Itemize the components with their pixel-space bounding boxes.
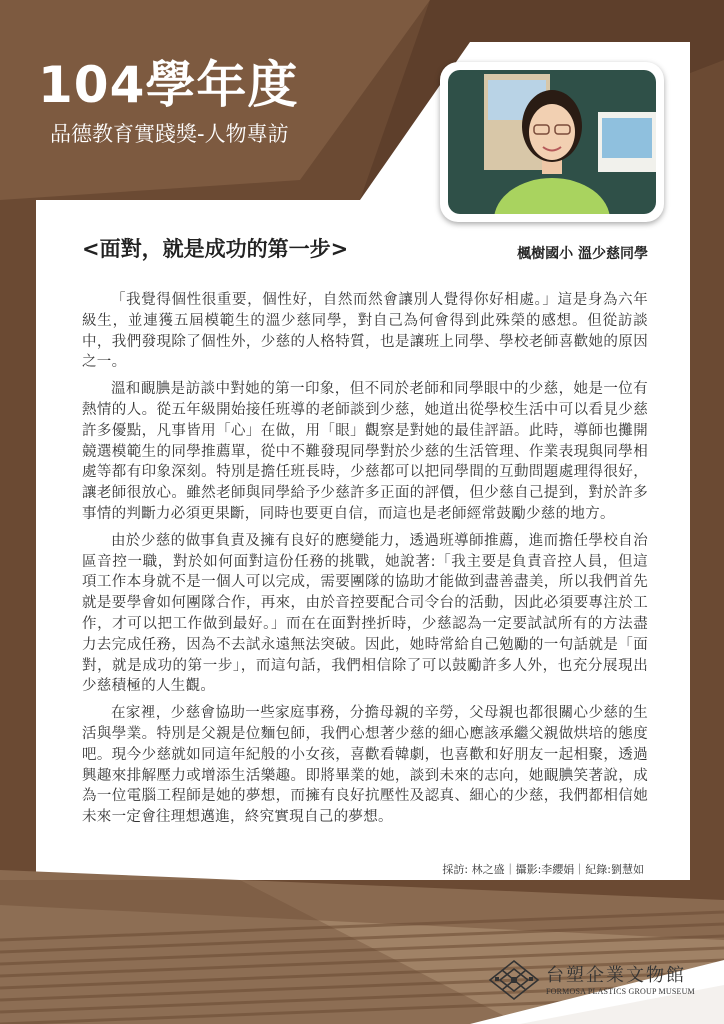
museum-name-chinese: 台塑企業文物館 <box>546 965 686 986</box>
article-paragraph-2: 溫和靦腆是訪談中對她的第一印象，但不同於老師和同學眼中的少慈，她是一位有熱情的人。從五年級開始接任班導的老師談到少慈，她道出從學校生活中可以看見少慈許多優點，凡事皆用「心」在做，用「眼」觀察是對她的最佳評語。此時，導師也攤開競選模範生的同學推薦單，從中不難發現同學對於少慈的生活管理、作業表現與同學相處等都有印象深刻。特別是擔任班長時，少慈都可以把同學間的互動問題處理得很好，讓老師很放心。雖然老師與同學給予少慈許多正面的評價，但少慈自己提到，對於許多事情的判斷力必須更果斷，同時也要更自信，而這也是老師經常鼓勵少慈的地方。 <box>82 381 648 522</box>
article-title: <面對，就是成功的第一步> <box>82 237 349 261</box>
article-paragraph-4: 在家裡，少慈會協助一些家庭事務，分擔母親的辛勞，父母親也都很關心少慈的生活與學業。特別是父親是位麵包師，我們心想著少慈的細心應該承繼父親做烘培的態度吧。現今少慈就如同這年紀般的小女孩，喜歡看韓劇，也喜歡和好朋友一起相聚，透過興趣來排解壓力或增添生活樂趣。即將畢業的她，談到未來的志向，她靦腆笑著說，成為一位電腦工程師是她的夢想，而擁有良好抗壓性及認真、細心的少慈，我們都相信她未來一定會往理想邁進，終究實現自己的夢想。 <box>82 705 648 826</box>
article-paragraph-3: 由於少慈的做事負責及擁有良好的應變能力，透過班導師推薦，進而擔任學校自治區音控一職，對於如何面對這份任務的挑戰，她說著:「我主要是負責音控人員，但這項工作本身就不是一個人可以完成，需要團隊的協助才能做到盡善盡美，所以我們首先就是要學會如何團隊合作，再來，由於音控要配合司令台的活動，因此必須要專注於工作，才可以把工作做到最好。」而在在面對挫折時，少慈認為一定要試試所有的方法盡力去完成任務，因為不去試永遠無法突破。因此，她時常給自己勉勵的一句話就是「面對，就是成功的第一步」，而這句話，我們相信除了可以鼓勵許多人外，也充分展現出少慈積極的人生觀。 <box>82 532 648 695</box>
article-author: 楓樹國小 溫少慈同學 <box>517 246 648 262</box>
museum-lattice-icon <box>488 959 540 1001</box>
museum-logo <box>488 955 702 1005</box>
museum-name-english: FORMOSA PLASTICS GROUP MUSEUM <box>546 987 695 996</box>
portrait-frame <box>440 62 664 222</box>
article-body <box>82 290 648 834</box>
article-paragraph-1: 「我覺得個性很重要，個性好，自然而然會讓別人覺得你好相處。」這是身為六年級生，並連獲五屆模範生的溫少慈同學，對自己為何會得到此殊榮的感想。但從訪談中，我們發現除了個性外，少慈的人格特質，也是讓班上同學、學校老師喜歡她的原因之一。 <box>82 292 648 371</box>
credits-line: 採訪: 林之盛｜攝影:李纓娟｜紀錄:劉慧如 <box>442 863 644 876</box>
student-portrait-photo <box>448 70 656 214</box>
year-title: 104學年度 <box>38 56 299 114</box>
page-subtitle: 品德教育實踐獎-人物專訪 <box>50 122 289 146</box>
